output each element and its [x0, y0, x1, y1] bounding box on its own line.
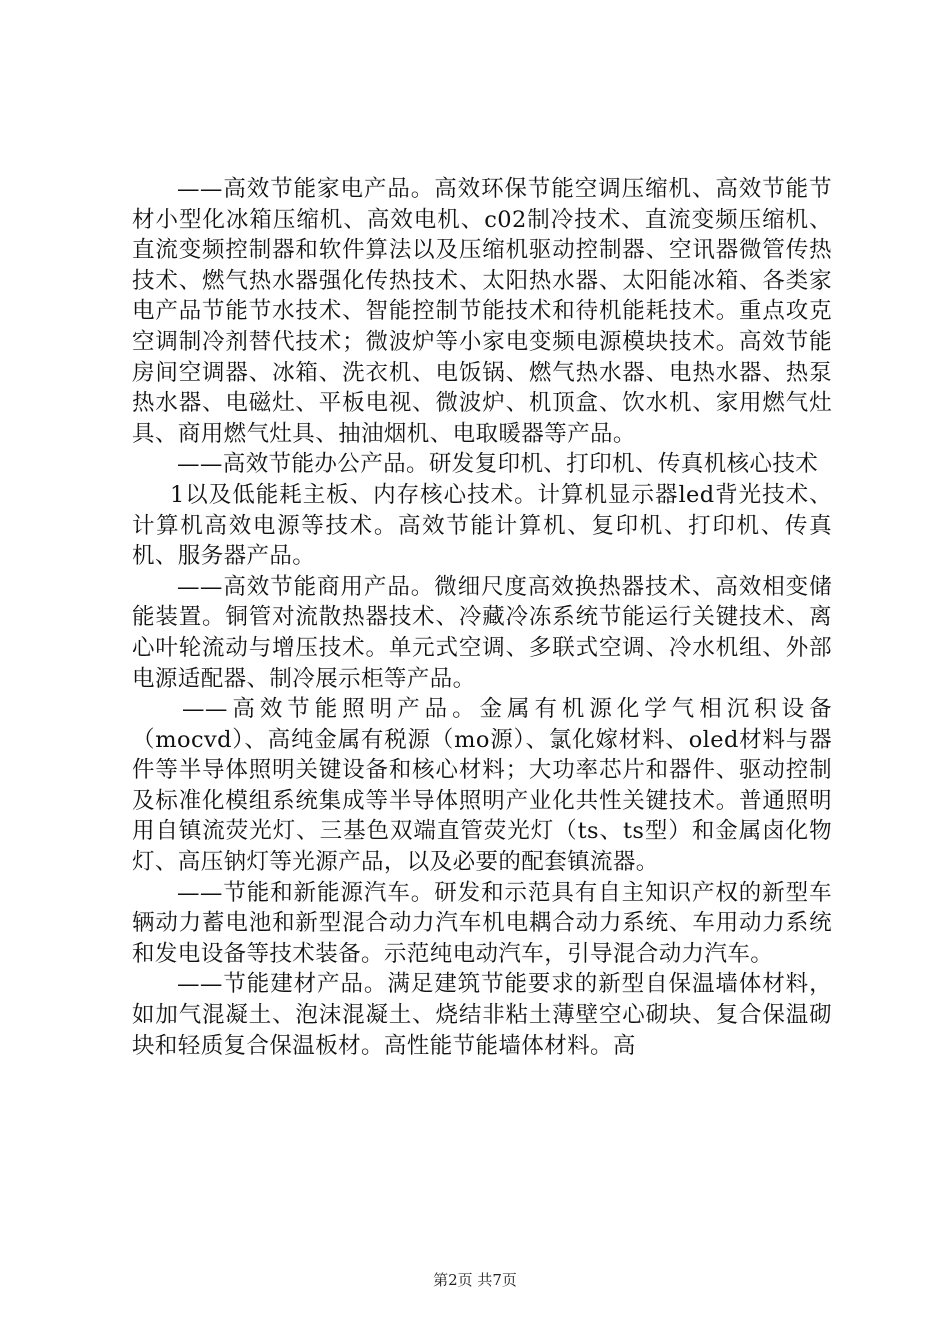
- document-body: [132, 174, 832, 1061]
- page-footer: [0, 1270, 950, 1290]
- paragraph-building-materials: ——节能建材产品。满足建筑节能要求的新型自保温墙体材料，如加气混凝土、泡沫混凝土、烧结非粘土薄壁空心砌块、复合保温砌块和轻质复合保温板材。高性能节能墙体材料。高: [132, 971, 832, 1059]
- paragraph-new-energy-vehicles: ——节能和新能源汽车。研发和示范具有自主知识产权的新型车辆动力蓄电池和新型混合动力汽车机电耦合动力系统、车用动力系统和发电设备等技术装备。示范纯电动汽车，引导混合动力汽车。: [132, 879, 832, 967]
- paragraph-home-appliances: ——高效节能家电产品。高效环保节能空调压缩机、高效节能节材小型化冰箱压缩机、高效电机、c02制冷技术、直流变频压缩机、直流变频控制器和软件算法以及压缩机驱动控制器、空讯器微管传热技术、燃气热水器强化传热技术、太阳热水器、太阳能冰箱、各类家电产品节能节水技术、智能控制节能技术和待机能耗技术。重点攻克空调制冷剂替代技术；微波炉等小家电变频电源模块技术。高效节能房间空调器、冰箱、洗衣机、电饭锅、燃气热水器、电热水器、热泵热水器、电磁灶、平板电视、微波炉、机顶盒、饮水机、家用燃气灶具、商用燃气灶具、抽油烟机、电取暖器等产品。: [132, 176, 832, 447]
- page-number: 第2页 共7页: [433, 1271, 517, 1289]
- paragraph-lighting-products: ——高效节能照明产品。金属有机源化学气相沉积设备（mocvd）、高纯金属有税源（mo源）、氯化嫁材料、oled材料与器件等半导体照明关键设备和核心材料；大功率芯片和器件、驱动控制及标准化模组系统集成等半导体照明产业化共性关键技术。普通照明用自镇流荧光灯、三基色双端直管荧光灯（ts、ts型）和金属卤化物灯、高压钠灯等光源产品，以及必要的配套镇流器。: [132, 696, 832, 876]
- paragraph-office-products-continued: 1以及低能耗主板、内存核心技术。计算机显示器led背光技术、计算机高效电源等技术。高效节能计算机、复印机、打印机、传真机、服务器产品。: [132, 481, 832, 570]
- paragraph-commercial-products: ——高效节能商用产品。微细尺度高效换热器技术、高效相变储能装置。铜管对流散热器技术、冷藏冷冻系统节能运行关键技术、离心叶轮流动与增压技术。单元式空调、多联式空调、冷水机组、外部电源适配器、制冷展示柜等产品。: [132, 573, 832, 692]
- paragraph-office-products: ——高效节能办公产品。研发复印机、打印机、传真机核心技术: [177, 451, 819, 478]
